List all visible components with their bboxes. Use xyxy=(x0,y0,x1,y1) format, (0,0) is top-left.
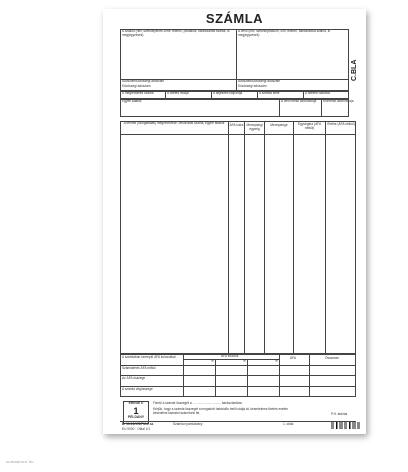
due-date-label: A fizetési határidő xyxy=(305,91,331,95)
items-table xyxy=(120,121,356,354)
signature-label: P.H. aláírás xyxy=(331,412,348,416)
col-value: Értéke (ÁFA nélkül) xyxy=(327,122,355,126)
sum-pct-2: % xyxy=(243,359,246,363)
seller-eu-tax-label: Közösségi adószám xyxy=(122,84,151,88)
footer-info: EU 0000 · Oldal 1/1 xyxy=(122,427,150,431)
fulfillment-date-label: A teljesítés időpontja xyxy=(213,91,243,95)
col-vat-rate: ÁFA kulcs xyxy=(229,123,244,127)
seller-label: A szállító (név, székhelyének címe, telefon, postafiók, bankszámla száma, ill. megjegyzések) xyxy=(122,29,231,37)
buyer-tax-label: Adószám/közösségi adószám xyxy=(238,79,281,83)
footer-code: B. 10-01/V/S/PM-L sz. xyxy=(122,422,155,426)
invoice-sheet xyxy=(103,9,366,434)
sum-header-vat: ÁFA xyxy=(290,356,297,360)
amount-words: Fizető a számla összegét a ................................ bankszámlára. xyxy=(153,401,243,405)
col-unit-price: Egységára (ÁFA nélkül) xyxy=(297,122,322,130)
invoice-title: SZÁMLA xyxy=(205,11,264,26)
sum-row-total: A számla végösszege xyxy=(122,387,153,391)
page-number: 1. oldal xyxy=(283,422,294,426)
summary-table xyxy=(120,354,356,397)
sum-row-vat: Az ÁFA összege xyxy=(122,376,146,380)
footer-desc: Számla nyomtatvány xyxy=(173,422,203,426)
other-data-label: Egyéb adatok xyxy=(122,99,142,103)
buyer-label: A vevő (név, székhely/lakcím, cím, telefon, bankszámla száma, ill. megjegyzések) xyxy=(238,29,331,37)
buyer-internal-id-label: A vevő belső azonosítója xyxy=(281,99,317,103)
watermark: sumastore.hu xyxy=(6,459,34,464)
sum-row-net: Számlaérték ÁFA nélkül xyxy=(122,366,156,370)
legal-text: Kérjük, hogy a számla összegét a megadott határidőn belül utalja át, késedelmes fizetés esetén késedelmi kamatot számítunk fel. xyxy=(153,407,289,415)
order-number-label: A megrendelés száma xyxy=(122,91,154,95)
sum-header-rates: ÁFA kulcsok xyxy=(221,354,239,358)
barcode xyxy=(331,422,361,429)
seller-tax-label: Adószám/közösségi adószám xyxy=(122,79,165,83)
invoice-date-label: A számla kelte xyxy=(259,91,280,95)
buyer-eu-tax-label: Közösségi adószám xyxy=(238,84,267,88)
col-quantity: Mennyisége xyxy=(270,123,288,127)
sum-pct-1: % xyxy=(211,359,214,363)
intermediary-id-label: Közvetítő azonosítója xyxy=(323,99,354,103)
col-product: A termék (szolgáltatás) megnevezése, besorolási száma, egyéb adatok xyxy=(123,121,225,125)
payment-method-label: A fizetés módja xyxy=(167,91,189,95)
sum-header-total: Összesen xyxy=(325,356,340,360)
sum-pct-3: % xyxy=(275,359,278,363)
side-code: C.BLA xyxy=(351,59,358,81)
col-unit: Mennyiségi egység xyxy=(246,123,263,131)
copy-number: 1 xyxy=(133,405,139,416)
copy-label: EREDETI xyxy=(128,401,144,405)
sum-row-rates: A számlában szereplő ÁFA kulcsokkal xyxy=(122,355,176,359)
copy-sub: PÉLDÁNY xyxy=(127,414,145,419)
